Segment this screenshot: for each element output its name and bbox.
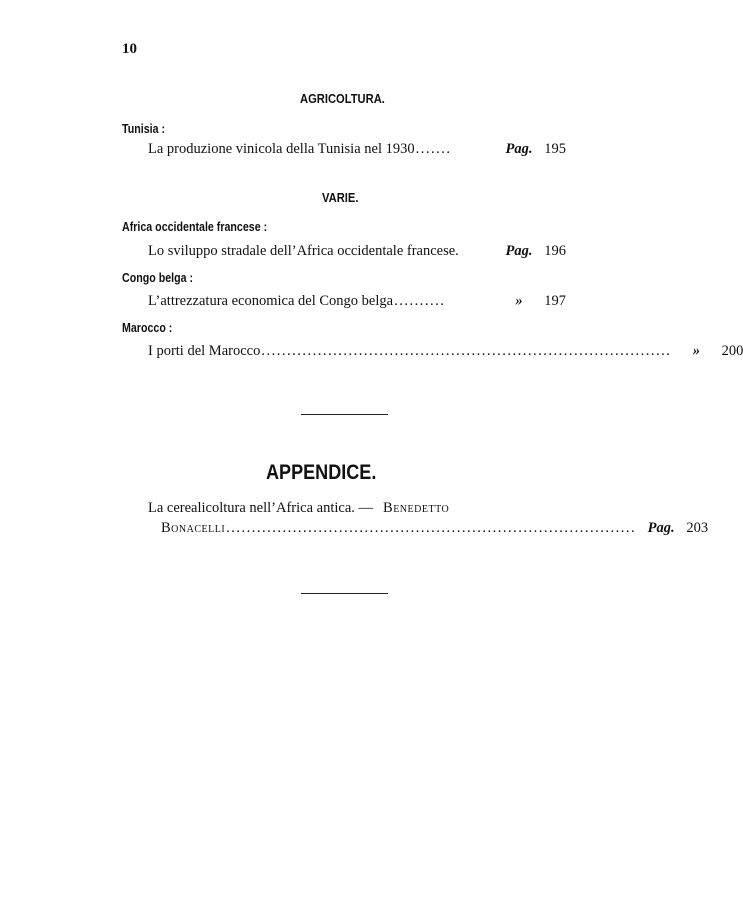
- page-ref: »: [692, 343, 700, 359]
- page-number: 10: [122, 41, 137, 57]
- page-number-ref: 200: [721, 343, 743, 359]
- section-heading-appendice: [0, 461, 642, 485]
- toc-entry[interactable]: [148, 141, 566, 158]
- page-ref: Pag.: [647, 520, 675, 536]
- page-ref: Pag.: [505, 243, 533, 259]
- country-heading-africa-occidentale-francese: Africa occidentale francese :: [122, 219, 268, 234]
- appendice-title-text: APPENDICE.: [265, 461, 377, 484]
- page-number-ref: 203: [686, 520, 709, 536]
- country-heading-marocco: Marocco :: [122, 320, 173, 335]
- entry-title: La produzione vinicola della Tunisia nel 1930: [148, 141, 415, 157]
- toc-entry-line1[interactable]: [148, 500, 566, 517]
- entry-title: Lo sviluppo stradale dell’Africa occidentale francese.: [148, 243, 459, 259]
- entry-title: La cerealicoltura nell’Africa antica. —: [148, 500, 374, 516]
- page-number-ref: 197: [544, 293, 566, 309]
- section-divider: [301, 414, 388, 415]
- dot-leader: ................................................................................: [226, 520, 637, 536]
- section-heading-varie: VARIE.: [322, 190, 359, 205]
- section-divider: [301, 593, 388, 594]
- dot-leader: .......: [415, 141, 452, 157]
- toc-entry[interactable]: [148, 343, 743, 360]
- page-number-ref: 196: [544, 243, 566, 259]
- toc-entry-line2[interactable]: [161, 520, 709, 537]
- entry-author-last: Bonacelli: [161, 520, 226, 536]
- section-heading-agricoltura: AGRICOLTURA.: [300, 91, 385, 106]
- page-number-ref: 195: [544, 141, 566, 157]
- country-heading-tunisia: Tunisia :: [122, 121, 166, 136]
- toc-entry[interactable]: [148, 293, 566, 310]
- dot-leader: ..........: [394, 293, 446, 309]
- toc-entry[interactable]: [148, 243, 566, 260]
- entry-title: L’attrezzatura economica del Congo belga: [148, 293, 394, 309]
- page-ref: Pag.: [505, 141, 533, 157]
- entry-author-first: Benedetto: [383, 500, 450, 516]
- country-heading-congo-belga: Congo belga :: [122, 270, 194, 285]
- page-ref: »: [515, 293, 523, 309]
- dot-leader: ................................................................................: [261, 343, 672, 359]
- entry-title: I porti del Marocco: [148, 343, 261, 359]
